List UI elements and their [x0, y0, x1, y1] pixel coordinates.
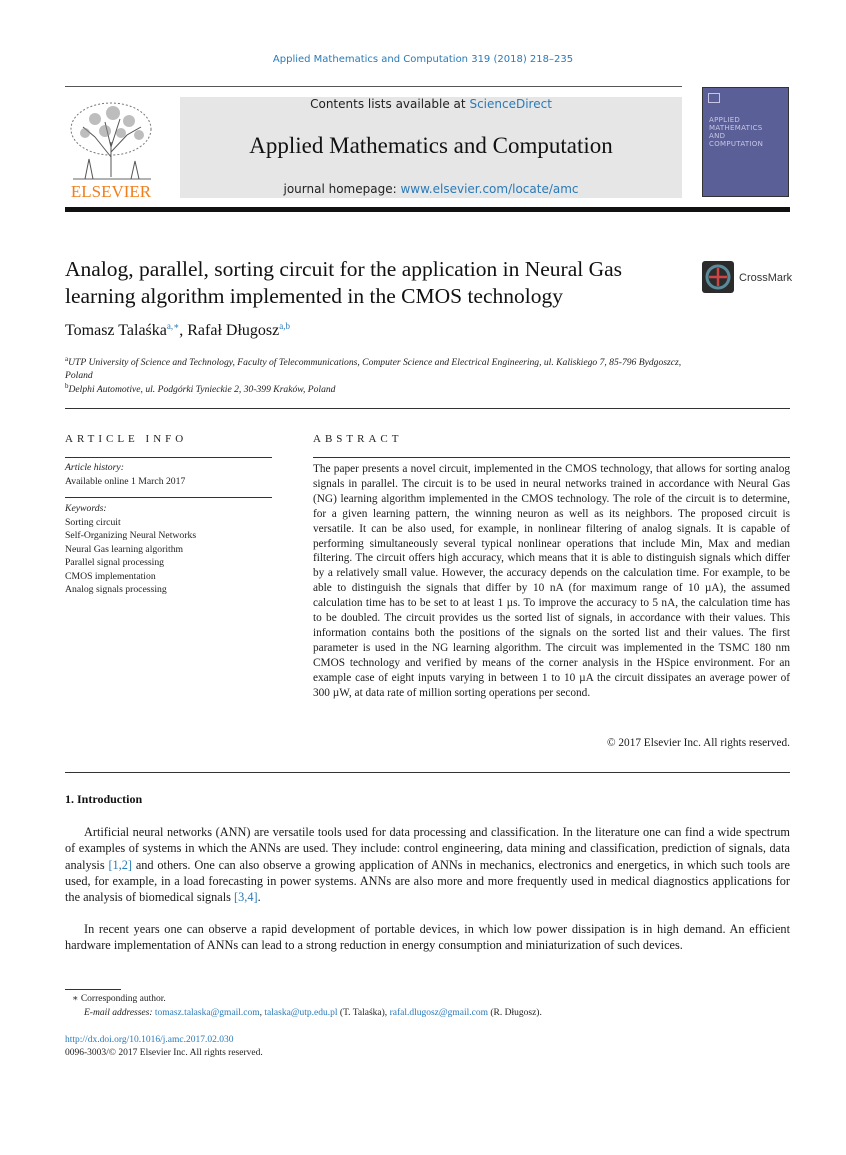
section-rule — [65, 408, 790, 409]
homepage-line — [180, 182, 682, 196]
contents-line — [180, 97, 682, 111]
crossmark-badge-icon — [702, 261, 734, 293]
issn-copyright: 0096-3003/© 2017 Elsevier Inc. All rights reserved. — [65, 1048, 263, 1058]
elsevier-tree-icon — [65, 97, 158, 200]
intro-paragraph-1 — [65, 824, 790, 905]
affiliation-marker: a — [65, 355, 69, 363]
email-link[interactable]: rafal.dlugosz@gmail.com — [389, 1008, 489, 1018]
reference-link[interactable]: [1,2] — [108, 857, 132, 872]
affiliation-text: UTP University of Science and Technology, Faculty of Telecommunications, Computer Science and Electrical Engineering, ul. Kaliskiego 7, 85-796 Bydgoszcz, Poland — [65, 357, 682, 382]
footnote-rule — [65, 989, 121, 990]
sciencedirect-link[interactable]: ScienceDirect — [469, 97, 552, 111]
email-label: E-mail addresses: — [84, 1008, 153, 1018]
author-name[interactable]: Rafał Długosz — [187, 322, 280, 339]
crossmark-icon[interactable] — [702, 261, 734, 293]
email-link[interactable]: talaska@utp.edu.pl — [264, 1008, 338, 1018]
section-rule — [65, 772, 790, 773]
email-owner: (T. Talaśka), — [337, 1008, 390, 1018]
author-affiliation-marker[interactable]: a,∗ — [166, 321, 180, 331]
keywords-rule — [65, 497, 272, 498]
email-link[interactable]: tomasz.talaska@gmail.com — [154, 1008, 260, 1018]
keywords-label: Keywords: — [65, 503, 107, 514]
author-affiliation-marker[interactable]: a,b — [279, 321, 290, 331]
journal-citation[interactable]: Applied Mathematics and Computation 319 (2018) 218–235 — [272, 54, 574, 65]
cover-logo-icon — [708, 93, 720, 103]
reference-link[interactable]: [3,4] — [234, 890, 258, 905]
affiliation-marker: b — [65, 382, 69, 390]
keywords-block — [65, 502, 196, 597]
footnote-star: ∗ — [72, 994, 79, 1004]
journal-homepage-link[interactable]: www.elsevier.com/locate/amc — [400, 182, 579, 196]
abstract-heading: ABSTRACT — [313, 433, 403, 445]
history-label: Article history: — [65, 462, 124, 473]
paragraph-text: and others. One can also observe a growing application of ANNs in mechanics, electronics and energetics, in which such tools are used, for example, in a load forecasting in power systems. ANNs are also more and more frequently used in medical diagnostics applications for the analysis of biomedical signals — [65, 857, 790, 905]
history-value: Available online 1 March 2017 — [65, 475, 186, 487]
author-list: Tomasz Talaśka$^{a,∗}$, Rafał Długosz$^{a,b}$ — [65, 321, 290, 339]
affiliation-a — [65, 353, 705, 382]
abstract-rule — [313, 457, 790, 458]
article-info-rule — [65, 457, 272, 458]
masthead-rule — [65, 207, 790, 212]
article-title: Analog, parallel, sorting circuit for the application in Neural Gas learning algorithm implemented in the CMOS technology — [65, 257, 623, 308]
author-name[interactable]: Tomasz Talaśka — [65, 322, 167, 339]
cover-title: APPLIED MATHEMATICS AND COMPUTATION — [709, 116, 764, 148]
header-rule — [65, 86, 682, 87]
keyword: Analog signals processing — [65, 584, 167, 595]
keyword: Neural Gas learning algorithm — [65, 543, 184, 555]
corresponding-label: Corresponding author. — [80, 994, 166, 1004]
corresponding-author-note — [72, 993, 166, 1007]
keyword: CMOS implementation — [65, 570, 156, 582]
elsevier-wordmark: ELSEVIER — [70, 182, 152, 200]
article-history — [65, 461, 185, 488]
abstract-copyright: © 2017 Elsevier Inc. All rights reserved. — [606, 737, 790, 749]
elsevier-logo[interactable] — [65, 97, 158, 200]
email-addresses — [84, 1007, 542, 1021]
keyword: Parallel signal processing — [65, 557, 165, 568]
paragraph-text: . — [257, 890, 261, 905]
contents-prefix: Contents lists available at — [310, 97, 466, 111]
affiliation-text: Delphi Automotive, ul. Podgórki Tynieckie 2, 30-399 Kraków, Poland — [68, 384, 336, 396]
article-info-heading: ARTICLE INFO — [65, 433, 188, 445]
journal-cover[interactable] — [702, 87, 789, 197]
journal-title: Applied Mathematics and Computation — [249, 133, 613, 158]
intro-paragraph-2: In recent years one can observe a rapid development of portable devices, in which low power dissipation is in high demand. An efficient hardware implementation of ANNs can lead to a strong reduction in energy consumption and miniaturization of such devices. — [65, 922, 790, 953]
email-owner: (R. Długosz). — [488, 1008, 542, 1018]
crossmark-label[interactable]: CrossMark — [739, 272, 793, 284]
keyword: Self-Organizing Neural Networks — [65, 530, 197, 541]
abstract-text: The paper presents a novel circuit, implemented in the CMOS technology, that allows for sorting analog signals in parallel. The circuit is to be used in neural networks trained in accordance with Neural Gas (NG) learning algorithm implemented in the CMOS technology. The role of the circuit is to determine, for a given learning pattern, the winning neuron as well as its neighbors. The proposed circuit is versatile. It can be also used, for example, in nonlinear filtering of analog signals. It is capable of performing simultaneously several typical nonlinear operations that include Min, Max and median filtering. The circuit offers high accuracy, which means that it is able to distinguish signals which differ by a relatively small value. However, the accuracy depends on the calculation time. For example, to be able to distinguish the signals that differ by 10 nA (for maximum range of 10 µA), the assumed calculation time has to be set to at least 1 µs. To improve the accuracy to 5 nA, the calculation time has to be doubled. The circuit provides us the sorted list of signals, in accordance with their values. This information contains both the positions of the signals on the sorted list and their values. The first parameter is used in the NG learning algorithm. The circuit was implemented in the TSMC 180 nm CMOS technology and verified by means of the corner analysis in the HSpice environment. For an example case of eight inputs varying in between 1 to 10 µA the circuit dissipates an average power of 300 µW, at data rate of million sorting operations per second. — [313, 463, 790, 699]
homepage-prefix: journal homepage: — [283, 182, 397, 196]
separator: , — [259, 1008, 265, 1018]
paragraph-text: Artificial neural networks (ANN) are versatile tools used for data processing and classification. In the literature one can find a wide spectrum of examples of systems in which the ANNs are used. They include: control engineering, data mining and classification, prediction of signals, data analysis — [65, 825, 790, 872]
affiliation-b — [65, 380, 705, 396]
introduction-heading: 1. Introduction — [65, 792, 143, 806]
doi-link[interactable]: http://dx.doi.org/10.1016/j.amc.2017.02.030 — [65, 1035, 234, 1045]
keyword: Sorting circuit — [65, 516, 121, 528]
